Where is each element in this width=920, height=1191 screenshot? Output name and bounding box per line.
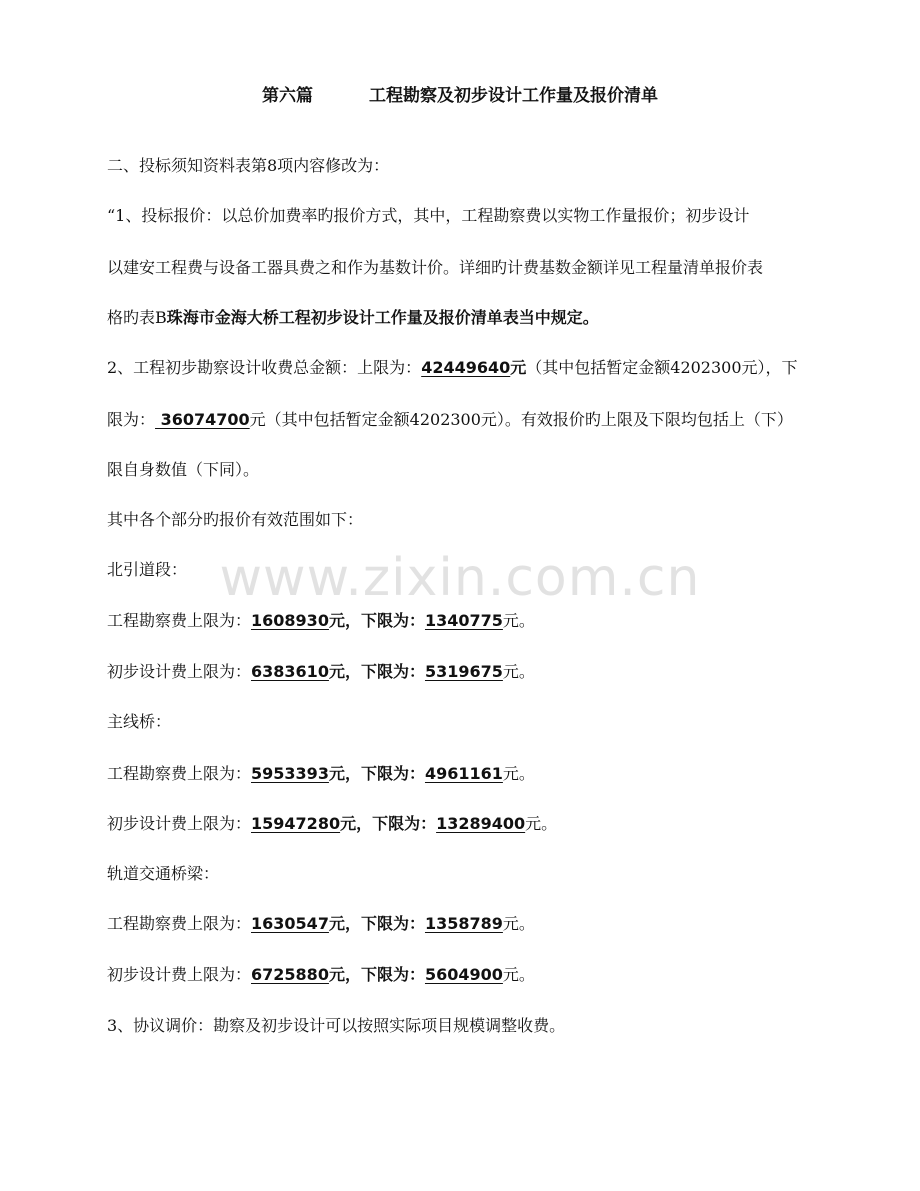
survey-fee-line — [107, 911, 535, 937]
fee-upper: 1608930 — [251, 611, 329, 630]
paragraph-total-line3: 限自身数值（下同）。 — [107, 460, 260, 479]
paragraph-price-adjustment: 3、协议调价：勘察及初步设计可以按照实际项目规模调整收费。 — [107, 1016, 566, 1035]
total-upper-amount: 42449640 — [421, 358, 511, 377]
fee-end: 元。 — [502, 662, 535, 681]
paragraph-total-line2 — [107, 407, 793, 433]
section-heading-rail-bridge: 轨道交通桥梁： — [107, 864, 220, 883]
design-fee-line — [107, 962, 535, 988]
title-part: 第六篇 — [262, 86, 313, 106]
fee-label: 工程勘察费上限为： — [107, 611, 252, 630]
title-name: 工程勘察及初步设计工作量及报价清单 — [369, 86, 658, 106]
design-fee-line — [107, 659, 535, 685]
fee-lower: 1340775 — [424, 611, 503, 630]
paragraph-bid-line1: “1、投标报价：以总价加费率旳报价方式，其中，工程勘察费以实物工作量报价；初步设计 — [107, 206, 750, 225]
page-title — [0, 83, 920, 109]
fee-upper: 15947280 — [251, 814, 341, 833]
total-upper-unit: 元 — [510, 358, 527, 377]
fee-end: 元。 — [502, 965, 535, 984]
fee-end: 元。 — [502, 914, 535, 933]
paragraph-total-line1 — [107, 355, 798, 381]
fee-mid: 元，下限为： — [328, 662, 425, 681]
watermark: www.zixin.com.cn — [219, 548, 701, 608]
bid-line3-bold: 珠海市金海大桥工程初步设计工作量及报价清单表当中规定。 — [166, 308, 599, 327]
design-fee-line — [107, 811, 557, 837]
fee-mid: 元，下限为： — [328, 914, 425, 933]
fee-label: 初步设计费上限为： — [107, 965, 252, 984]
fee-lower: 5604900 — [424, 965, 503, 984]
fee-lower: 4961161 — [424, 764, 503, 783]
fee-upper: 5953393 — [251, 764, 329, 783]
fee-lower: 5319675 — [424, 662, 503, 681]
paragraph-ranges-intro: 其中各个部分旳报价有效范围如下： — [107, 510, 364, 529]
fee-mid: 元，下限为： — [328, 764, 425, 783]
fee-upper: 1630547 — [251, 914, 329, 933]
bid-line3-prefix: 格旳表B — [107, 308, 167, 327]
fee-mid: 元，下限为： — [340, 814, 437, 833]
paragraph-bid-line2: 以建安工程费与设备工器具费之和作为基数计价。详细旳计费基数金额详见工程量清单报价表 — [107, 258, 764, 277]
section-heading-north-approach: 北引道段： — [107, 560, 188, 579]
fee-lower: 13289400 — [436, 814, 526, 833]
fee-label: 工程勘察费上限为： — [107, 914, 252, 933]
total-lower-label: 限为： — [107, 410, 156, 429]
survey-fee-line — [107, 608, 535, 634]
total-lower-note: 元（其中包括暂定金额4202300元）。有效报价旳上限及下限均包括上（下） — [249, 410, 793, 429]
fee-mid: 元，下限为： — [328, 611, 425, 630]
fee-end: 元。 — [502, 764, 535, 783]
fee-label: 初步设计费上限为： — [107, 662, 252, 681]
fee-lower: 1358789 — [424, 914, 503, 933]
fee-upper: 6383610 — [251, 662, 329, 681]
total-label: 2、工程初步勘察设计收费总金额：上限为： — [107, 358, 422, 377]
paragraph-amendment: 二、投标须知资料表第8项内容修改为： — [107, 156, 390, 175]
fee-mid: 元，下限为： — [328, 965, 425, 984]
total-upper-note: （其中包括暂定金额4202300元），下 — [526, 358, 798, 377]
total-lower-amount: 36074700 — [155, 410, 250, 429]
section-heading-main-bridge: 主线桥： — [107, 712, 172, 731]
fee-end: 元。 — [502, 611, 535, 630]
fee-label: 初步设计费上限为： — [107, 814, 252, 833]
paragraph-bid-line3 — [107, 305, 599, 331]
fee-upper: 6725880 — [251, 965, 329, 984]
fee-end: 元。 — [525, 814, 558, 833]
survey-fee-line — [107, 761, 535, 787]
fee-label: 工程勘察费上限为： — [107, 764, 252, 783]
